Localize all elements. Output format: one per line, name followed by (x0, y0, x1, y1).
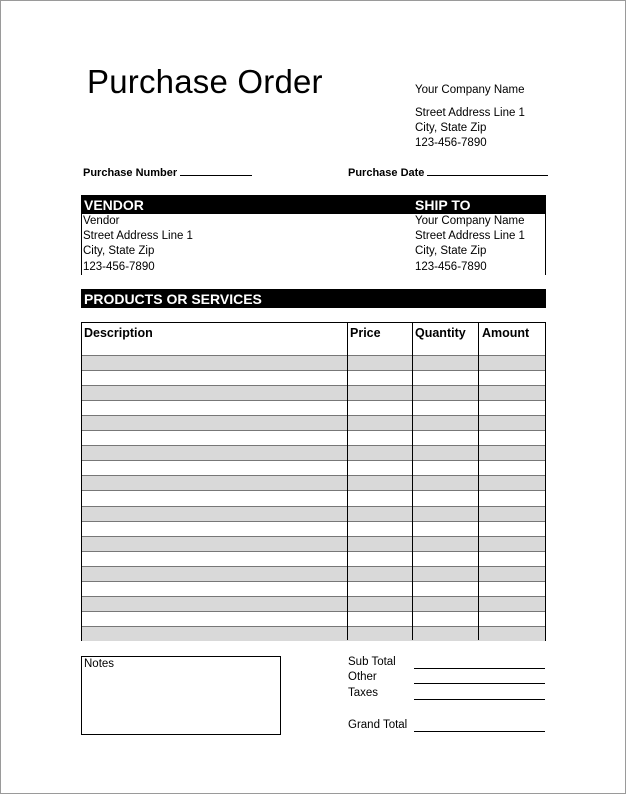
ship-to-line: City, State Zip (415, 245, 487, 258)
taxes-label: Taxes (348, 687, 379, 699)
vendor-header-bar (81, 195, 546, 214)
company-phone: 123-456-7890 (415, 137, 487, 149)
ship-to-header: SHIP TO (415, 197, 471, 213)
purchase-number-blank[interactable] (180, 166, 252, 176)
company-city: City, State Zip (415, 122, 487, 134)
grand-total-blank[interactable] (414, 731, 545, 732)
table-row[interactable] (82, 521, 545, 536)
company-info (415, 83, 525, 151)
column-divider (347, 323, 348, 640)
grand-total-label: Grand Total (348, 719, 408, 731)
table-row[interactable] (82, 536, 545, 551)
table-row[interactable] (82, 445, 545, 460)
notes-box[interactable] (81, 656, 281, 735)
purchase-number-label: Purchase Number (83, 167, 178, 179)
ship-to-line: Your Company Name (415, 215, 525, 227)
ship-to-address (415, 214, 525, 275)
purchase-date-label: Purchase Date (348, 167, 425, 179)
column-description: Description (84, 326, 153, 340)
table-row[interactable] (82, 581, 545, 596)
document-title: Purchase Order (87, 63, 323, 100)
company-street: Street Address Line 1 (415, 107, 525, 119)
vendor-line: Street Address Line 1 (83, 230, 193, 243)
table-row[interactable] (82, 626, 545, 641)
notes-label: Notes (84, 658, 115, 670)
vendor-line: City, State Zip (83, 245, 155, 258)
purchase-date-field[interactable] (348, 166, 548, 179)
table-row[interactable] (82, 430, 545, 445)
sub-total-blank[interactable] (414, 668, 545, 669)
column-price: Price (350, 326, 381, 340)
table-row[interactable] (82, 475, 545, 490)
vendor-header: VENDOR (84, 197, 144, 213)
items-table (81, 322, 546, 641)
table-row[interactable] (82, 596, 545, 611)
vendor-line: Vendor (83, 215, 120, 227)
table-row[interactable] (82, 460, 545, 475)
table-row[interactable] (82, 400, 545, 415)
other-blank[interactable] (414, 683, 545, 684)
table-row[interactable] (82, 370, 545, 385)
vendor-shipto-box (81, 214, 546, 275)
purchase-date-blank[interactable] (427, 166, 548, 176)
table-row[interactable] (82, 566, 545, 581)
table-row[interactable] (82, 415, 545, 430)
table-header (82, 323, 545, 355)
products-header: PRODUCTS OR SERVICES (84, 291, 262, 307)
column-amount: Amount (482, 326, 530, 340)
purchase-number-field[interactable] (83, 166, 252, 179)
table-row[interactable] (82, 611, 545, 626)
column-divider (478, 323, 479, 640)
table-row[interactable] (82, 490, 545, 505)
vendor-address (83, 214, 193, 275)
ship-to-line: Street Address Line 1 (415, 230, 525, 243)
products-header-bar (81, 289, 546, 308)
ship-to-line: 123-456-7890 (415, 260, 487, 273)
vendor-line: 123-456-7890 (83, 260, 155, 273)
taxes-blank[interactable] (414, 699, 545, 700)
table-row[interactable] (82, 385, 545, 400)
table-row[interactable] (82, 506, 545, 521)
table-row[interactable] (82, 355, 545, 370)
column-quantity: Quantity (415, 326, 466, 340)
column-divider (412, 323, 413, 640)
sub-total-label: Sub Total (348, 656, 396, 668)
table-row[interactable] (82, 551, 545, 566)
company-name: Your Company Name (415, 84, 525, 96)
other-label: Other (348, 671, 377, 683)
